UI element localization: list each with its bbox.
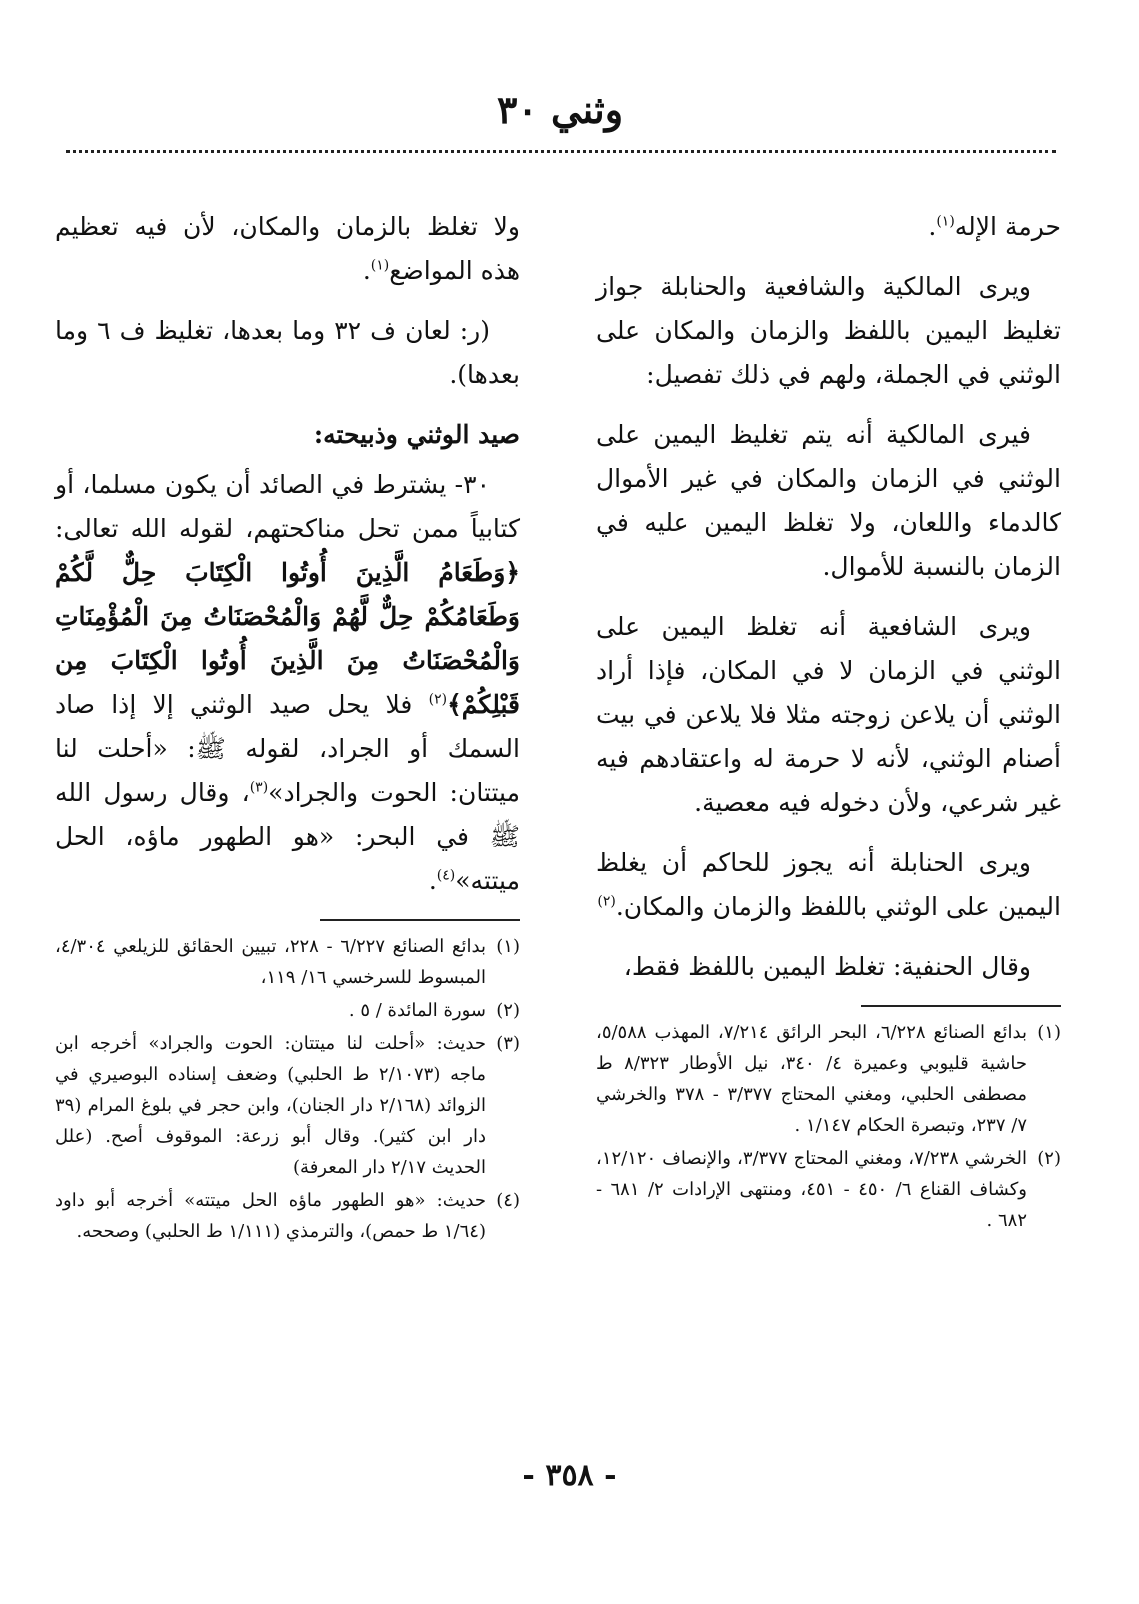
punctuation: .: [428, 866, 437, 895]
footnote-number: (٤): [496, 1190, 520, 1211]
footnote-ref: (٤): [436, 867, 456, 884]
paragraph-text: حرمة الإله: [954, 212, 1061, 241]
footnote-text: سورة المائدة / ٥ .: [348, 1000, 486, 1021]
left-column: [55, 205, 520, 1435]
footnote-number: (١): [1037, 1022, 1061, 1043]
paragraph-text: ، وقال رسول الله ﷺ في البحر: «هو الطهور ماؤه، الحل ميتته»: [55, 778, 520, 895]
footnote-divider: [861, 1005, 1061, 1007]
footnote-text: بدائع الصنائع ٦/٢٢٧ - ٢٢٨، تبيين الحقائق للزيلعي ٤/٣٠٤، المبسوط للسرخسي ١٦/ ١١٩،: [55, 936, 487, 988]
page-number: - ٣٥٨ -: [522, 1458, 617, 1493]
footnote-ref: (١): [936, 213, 955, 230]
quran-verse: ﴿وَطَعَامُ الَّذِينَ أُوتُوا الْكِتَابَ حِلٌّ لَّكُمْ وَطَعَامُكُمْ حِلٌّ لَّهُمْ وَالْمُحْصَنَاتُ مِنَ الْمُؤْمِنَاتِ وَالْمُحْصَنَاتُ مِنَ الَّذِينَ أُوتُوا الْكِتَابَ مِن قَبْلِكُمْ﴾: [55, 558, 520, 719]
paragraph-text: ويرى الحنابلة أنه يجوز للحاكم أن يغلظ اليمين على الوثني باللفظ والزمان والمكان.: [596, 848, 1061, 921]
footnote: [55, 1185, 520, 1247]
page-title: وثني ٣٠: [496, 87, 624, 132]
header-divider: [66, 150, 1056, 153]
footnote-number: (٢): [1037, 1148, 1061, 1169]
right-column: [596, 205, 1061, 1435]
footnote-text: حديث: «هو الطهور ماؤه الحل ميتته» أخرجه أبو داود (١/٦٤ ط حمص)، والترمذي (١/١١١ ط الحلبي) وصححه.: [55, 1190, 486, 1242]
footnotes-left: [55, 931, 520, 1247]
paragraph-text: فلا يحل صيد الوثني إلا إذا صاد السمك أو الجراد، لقوله ﷺ: «أحلت لنا ميتتان: الحوت والجراد»: [55, 690, 520, 807]
paragraph: [596, 841, 1061, 929]
paragraph: فيرى المالكية أنه يتم تغليظ اليمين على الوثني في الزمان والمكان في غير الأموال كالدماء واللعان، ولا تغلظ اليمين عليه في الزمان بالنسبة للأموال.: [596, 420, 1061, 581]
footnote: [55, 1028, 520, 1183]
footnote-text: الخرشي ٧/٢٣٨، ومغني المحتاج ٣/٣٧٧، والإنصاف ١٢/١٢٠، وكشاف القناع ٦/ ٤٥٠ - ٤٥١، ومنتهى الإرادات ٢/ ٦٨١ - ٦٨٢ .: [596, 1148, 1027, 1231]
footnote-ref: (١): [370, 257, 390, 274]
punctuation: .: [362, 256, 371, 285]
cross-reference: (ر: لعان ف ٣٢ وما بعدها، تغليظ ف ٦ وما بعدها).: [55, 316, 520, 389]
footnote: [55, 931, 520, 993]
paragraph: [596, 205, 1061, 249]
footnote-divider: [320, 919, 520, 921]
footnote-number: (١): [496, 936, 520, 957]
page-header: [60, 86, 1060, 134]
paragraph: [55, 205, 520, 293]
footnote: [55, 995, 520, 1026]
paragraph-text: ٣٠- يشترط في الصائد أن يكون مسلما، أو كتابياً ممن تحل مناكحتهم، لقوله الله تعالى:: [55, 470, 520, 543]
footnote-text: بدائع الصنائع ٦/٢٢٨، البحر الرائق ٧/٢١٤، المهذب ٥/٥٨٨، حاشية قليوبي وعميرة ٤/ ٣٤٠، نيل الأوطار ٨/٣٢٣ ط مصطفى الحلبي، ومغني المحتاج ٣/٣٧٧ - ٣٧٨ والخرشي ٧/ ٢٣٧، وتبصرة الحكام ١/١٤٧ .: [596, 1022, 1027, 1136]
footnote-ref: (٢): [428, 691, 448, 708]
footnotes-right: [596, 1017, 1061, 1236]
paragraph: وقال الحنفية: تغلظ اليمين باللفظ فقط،: [623, 952, 1031, 981]
footnote-number: (٣): [496, 1033, 520, 1054]
paragraph-text: ولا تغلظ بالزمان والمكان، لأن فيه تعظيم هذه المواضع: [55, 212, 520, 285]
paragraph: ويرى الشافعية أنه تغلظ اليمين على الوثني في الزمان لا في المكان، فإذا أراد الوثني أن يلاعن زوجته مثلا فلا يلاعن في بيت أصنام الوثني، لأنه لا حرمة له واعتقادهم فيه غير شرعي، ولأن دخوله فيه معصية.: [596, 612, 1061, 817]
footnote: [596, 1017, 1061, 1141]
section-heading: صيد الوثني وذبيحته:: [313, 420, 520, 449]
paragraph: ويرى المالكية والشافعية والحنابلة جواز تغليظ اليمين باللفظ والزمان والمكان على الوثني في الجملة، ولهم في ذلك تفصيل:: [596, 272, 1061, 389]
footnote-text: حديث: «أحلت لنا ميتتان: الحوت والجراد» أخرجه ابن ماجه (٢/١٠٧٣ ط الحلبي) وضعف إسناده البوصيري في الزوائد (٢/١٦٨ دار الجنان)، وابن حجر في بلوغ المرام (٣٩ دار ابن كثير). وقال أبو زرعة: الموقوف أصح. (علل الحديث ٢/١٧ دار المعرفة): [55, 1033, 486, 1178]
punctuation: .: [928, 212, 937, 241]
footnote-number: (٢): [496, 1000, 520, 1021]
footnote-ref: (٣): [249, 779, 269, 796]
paragraph: [55, 463, 520, 903]
footnote-ref: (٢): [597, 893, 616, 910]
footnote: [596, 1143, 1061, 1236]
